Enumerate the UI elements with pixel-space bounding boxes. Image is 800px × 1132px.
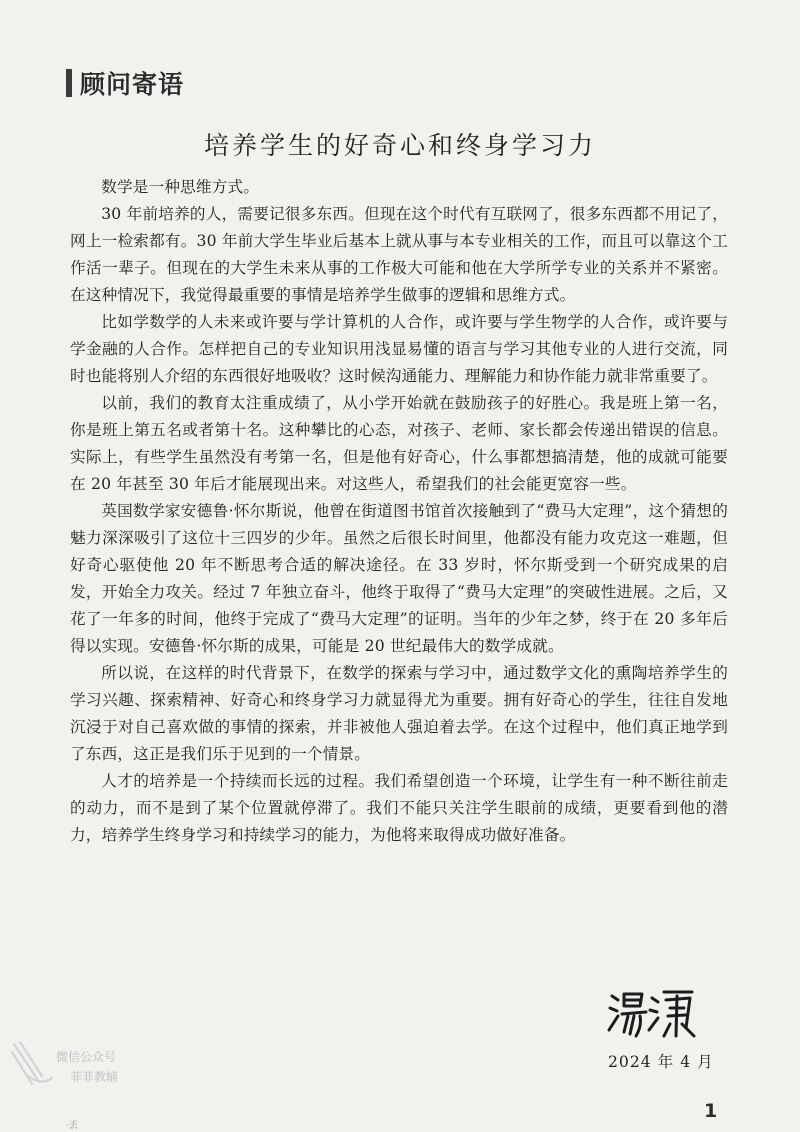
watermark-line-2: 菲菲教辅 [70,1070,119,1084]
article-title: 培养学生的好奇心和终身学习力 [203,131,596,160]
page-number: 1 [704,1100,718,1122]
signature-drawing [606,986,702,1042]
watermark [8,1036,138,1096]
paragraph: 以前，我们的教育太注重成绩了，从小学开始就在鼓励孩子的好胜心。我是班上第一名，你是班上第五名或者第十名。这种攀比的心态，对孩子、老师、家长都会传递出错误的信息。实际上，有些学生虽然没有考第一名，但是他有好奇心，什么事都想搞清楚，他的成就可能要在 20 年甚至 30 年后才能展现出来。对这些人，希望我们的社会能更宽容一些。 [70,394,728,493]
signature-date: 2024 年 4 月 [608,1053,714,1071]
handwritten-signature [606,986,702,1042]
article-body [70,174,728,849]
watermark-line-1: 微信公众号 [56,1050,117,1064]
brush-logo-icon [8,1036,68,1096]
section-bar [66,69,72,97]
paragraph: 英国数学家安德鲁·怀尔斯说，他曾在街道图书馆首次接触到了“费马大定理”，这个猜想的魅力深深吸引了这位十三四岁的少年。虽然之后很长时间里，他都没有能力攻克这一难题，但好奇心驱使他 20 年不断思考合适的解决途径。在 33 岁时，怀尔斯受到一个研究成果的启发，开始全力攻关。经过 7 年独立奋斗，他终于取得了“费马大定理”的突破性进展。之后，又花了一年多的时间，他终于完成了“费马大定理”的证明。当年的少年之梦，终于在 20 多年后得以实现。安德鲁·怀尔斯的成果，可能是 20 世纪最伟大的数学成就。 [70,502,728,655]
paragraph: 30 年前培养的人，需要记很多东西。但现在这个时代有互联网了，很多东西都不用记了，网上一检索都有。30 年前大学生毕业后基本上就从事与本专业相关的工作，而且可以靠这个工作活一辈子。但现在的大学生未来从事的工作极大可能和他在大学所学专业的关系并不紧密。在这种情况下，我觉得最重要的事情是培养学生做事的逻辑和思维方式。 [70,205,728,304]
section-label [66,66,184,100]
paragraph: 所以说，在这样的时代背景下，在数学的探索与学习中，通过数学文化的熏陶培养学生的学习兴趣、探索精神、好奇心和终身学习力就显得尤为重要。拥有好奇心的学生，往往自发地沉浸于对自己喜欢做的事情的探索，并非被他人强迫着去学。在这个过程中，他们真正地学到了东西，这正是我们乐于见到的一个情景。 [70,664,728,763]
corner-mark: ·丢 [66,1121,78,1131]
section-label-text: 顾问寄语 [80,70,185,99]
paragraph: 比如学数学的人未来或许要与学计算机的人合作，或许要与学生物学的人合作，或许要与学金融的人合作。怎样把自己的专业知识用浅显易懂的语言与学习其他专业的人进行交流，同时也能将别人介绍的东西很好地吸收？这时候沟通能力、理解能力和协作能力就非常重要了。 [70,313,728,385]
paragraph: 人才的培养是一个持续而长远的过程。我们希望创造一个环境，让学生有一种不断往前走的动力，而不是到了某个位置就停滞了。我们不能只关注学生眼前的成绩，更要看到他的潜力，培养学生终身学习和持续学习的能力，为他将来取得成功做好准备。 [70,772,728,844]
paragraph: 数学是一种思维方式。 [101,178,260,196]
